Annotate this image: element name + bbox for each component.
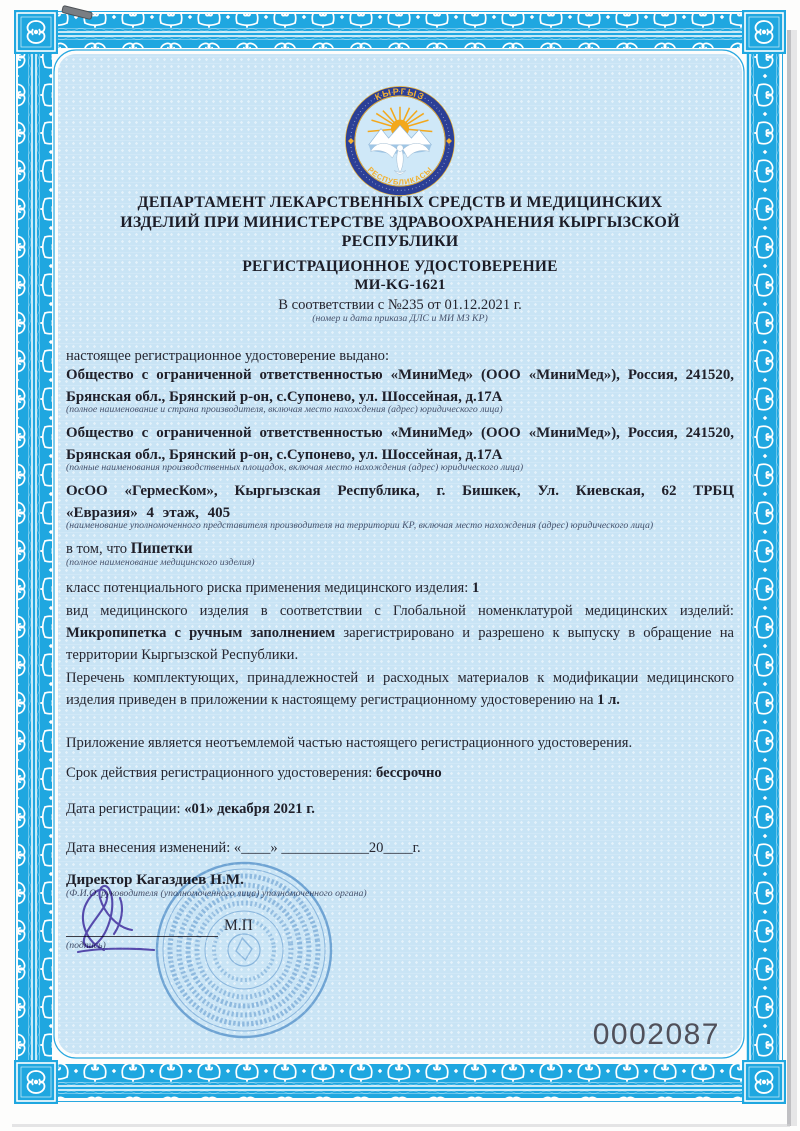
validity-label: Срок действия регистрационного удостоверения:	[66, 765, 376, 781]
director-line: Директор Кагаздиев Н.М.	[66, 871, 244, 888]
issued-line: настоящее регистрационное удостоверение выдано:	[66, 348, 390, 364]
device-type-paragraph	[66, 601, 734, 666]
risk-class-value: 1	[471, 580, 480, 596]
device-type-name: Микропипетка с ручным заполнением	[66, 624, 336, 641]
registration-date-line	[66, 799, 734, 821]
department-title: ДЕПАРТАМЕНТ ЛЕКАРСТВЕННЫХ СРЕДСТВ И МЕДИЦИНСКИХ ИЗДЕЛИЙ ПРИ МИНИСТЕРСТВЕ ЗДРАВООХРАНЕНИЯ КЫРГЫЗСКОЙ РЕСПУБЛИКИ	[120, 194, 680, 250]
risk-class-line	[66, 578, 734, 600]
representative-paragraph: ОсОО «ГермесКом», Кыргызская Республика, г. Бишкек, Ул. Киевская, 62 ТРБЦ «Евразия» 4 этаж, 405	[66, 483, 734, 521]
components-list-pages: 1 л.	[597, 691, 620, 708]
signature-caption: (подпись)	[66, 940, 106, 951]
signature-scribble	[58, 868, 218, 964]
emblem-bottom-text: РЕСПУБЛИКАСЫ	[365, 164, 435, 187]
document-title: РЕГИСТРАЦИОННОЕ УДОСТОВЕРЕНИЕ	[242, 258, 558, 275]
emblem-top-text: КЫРГЫЗ	[373, 86, 427, 103]
device-caption: (полное наименование медицинского изделия)	[66, 557, 255, 568]
device-name: Пипетки	[130, 540, 193, 557]
risk-class-label: класс потенциального риска применения медицинского изделия:	[66, 580, 472, 596]
production-site-paragraph: Общество с ограниченной ответственностью «МиниМед» (ООО «МиниМед»), Россия, 241520, Брянская обл., Брянский р-он, с.Супонево, ул. Шоссейная, д.17А	[66, 425, 734, 463]
registration-date-label: Дата регистрации:	[66, 801, 185, 817]
annex-line: Приложение является неотъемлемой частью настоящего регистрационного удостоверения.	[66, 735, 633, 751]
seal-place-label: М.П	[224, 917, 253, 934]
director-caption: (Ф.И.О. руководителя (уполномоченного лица) уполномоченного органа)	[66, 888, 367, 899]
components-list-paragraph	[66, 668, 734, 711]
order-reference-caption: (номер и дата приказа ДЛС и МИ МЗ КР)	[312, 313, 488, 324]
order-reference-line: В соответствии с №235 от 01.12.2021 г.	[278, 297, 522, 313]
registration-date-value: «01» декабря 2021 г.	[184, 801, 315, 817]
device-prefix: в том, что	[66, 541, 131, 557]
manufacturer-caption: (полное наименование и страна производителя, включая место нахождения (адрес) юридического лица)	[66, 404, 503, 415]
certificate-number: МИ-KG-1621	[354, 277, 446, 293]
serial-number: 0002087	[592, 1018, 720, 1051]
device-type-prefix: вид медицинского изделия в соответствии с Глобальной номенклатурой медицинских изделий:	[66, 603, 734, 619]
device-type-suffix: зарегистрировано и разрешено к выпуску в обращение на территории Кыргызской Республики.	[66, 624, 734, 663]
amendment-date-line: Дата внесения изменений: «____» ____________20____г.	[66, 840, 421, 856]
validity-line	[66, 763, 734, 785]
components-list-prefix: Перечень комплектующих, принадлежностей и расходных материалов к модификации медицинского изделия приведен в приложении к настоящему регистрационному удостоверению на	[66, 670, 734, 708]
representative-caption: (наименование уполномоченного представителя производителя на территории КР, включая место нахождения (адрес) юридического лица)	[66, 520, 654, 531]
validity-value: бессрочно	[376, 765, 442, 781]
kyrgyz-coat-of-arms-icon	[341, 84, 459, 198]
production-site-caption: (полные наименования производственных площадок, включая место нахождения (адрес) юридического лица)	[66, 462, 524, 473]
manufacturer-paragraph: Общество с ограниченной ответственностью «МиниМед» (ООО «МиниМед»), Россия, 241520, Брянская обл., Брянский р-он, с.Супонево, ул. Шоссейная, д.17А	[66, 367, 734, 405]
